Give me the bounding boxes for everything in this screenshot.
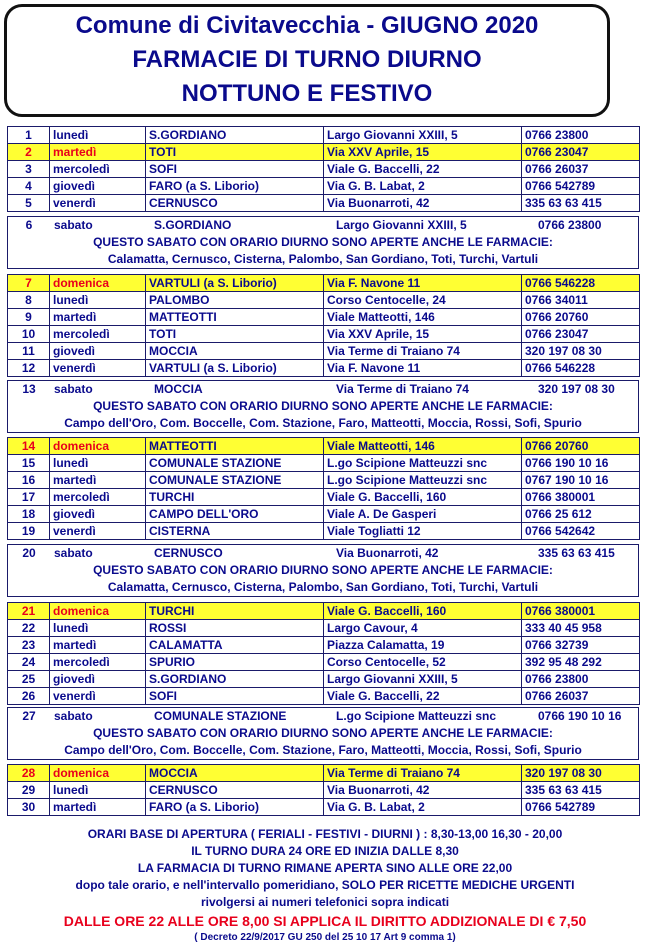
table-row [8,489,640,506]
day-name: lunedì [50,292,146,309]
pharmacy-phone: 0766 23047 [522,144,640,161]
saturday-row [8,708,638,725]
saturday-box-3 [7,544,639,597]
saturday-note-heading: QUESTO SABATO CON ORARIO DIURNO SONO APERTE ANCHE LE FARMACIE: [93,563,553,577]
schedule-block-5 [7,764,639,816]
day-number: 23 [8,637,50,654]
day-number: 7 [8,275,50,292]
pharmacy-name: TOTI [146,326,324,343]
pharmacy-address: Largo Giovanni XXIII, 5 [324,671,522,688]
table-row [8,782,640,799]
footer-surcharge: DALLE ORE 22 ALLE ORE 8,00 SI APPLICA IL DIRITTO ADDIZIONALE DI € 7,50 [63,913,587,929]
pharmacy-name: SOFI [146,688,324,705]
pharmacy-name: FARO (a S. Liborio) [146,799,324,816]
day-number: 18 [8,506,50,523]
pharmacy-address: Via G. B. Labat, 2 [324,178,522,195]
pharmacy-address: Via F. Navone 11 [324,275,522,292]
day-number: 28 [8,765,50,782]
saturday-row [8,545,638,562]
pharmacy-phone: 0766 20760 [522,309,640,326]
schedule-table [7,602,640,705]
pharmacy-phone: 0766 23047 [522,326,640,343]
day-name: giovedì [50,343,146,360]
pharmacy-phone: 0766 542642 [522,523,640,540]
footer-decree: ( Decreto 22/9/2017 GU 250 del 25 10 17 Art 9 comma 1) [194,932,456,943]
day-name: domenica [50,438,146,455]
saturday-note-heading: QUESTO SABATO CON ORARIO DIURNO SONO APERTE ANCHE LE FARMACIE: [93,235,553,249]
pharmacy-name: TURCHI [146,603,324,620]
day-name: martedì [50,799,146,816]
day-number: 5 [8,195,50,212]
day-name: venerdì [50,360,146,377]
pharmacy-phone: 0767 190 10 16 [522,472,640,489]
day-name: martedì [50,309,146,326]
pharmacy-address: Via Terme di Traiano 74 [336,382,469,396]
pharmacy-address: Via F. Navone 11 [324,360,522,377]
pharmacy-address: Largo Cavour, 4 [324,620,522,637]
pharmacy-name: CAMPO DELL'ORO [146,506,324,523]
schedule-table [7,274,640,377]
saturday-note-list: Calamatta, Cernusco, Cisterna, Palombo, San Gordiano, Toti, Turchi, Vartuli [107,580,539,594]
pharmacy-address: Largo Giovanni XXIII, 5 [324,127,522,144]
day-number: 14 [8,438,50,455]
day-number: 24 [8,654,50,671]
footer-urgent-note: dopo tale orario, e nell'intervallo pomeridiano, SOLO PER RICETTE MEDICHE URGENTI [75,878,575,892]
pharmacy-name: CALAMATTA [146,637,324,654]
day-name: sabato [54,218,93,232]
day-name: lunedì [50,620,146,637]
table-row [8,765,640,782]
table-row [8,654,640,671]
day-number: 26 [8,688,50,705]
pharmacy-address: Piazza Calamatta, 19 [324,637,522,654]
pharmacy-phone: 320 197 08 30 [522,765,640,782]
pharmacy-address: Viale G. Baccelli, 160 [324,489,522,506]
schedule-block-1 [7,126,639,212]
day-name: martedì [50,637,146,654]
day-number: 20 [22,546,36,560]
pharmacy-phone: 0766 32739 [522,637,640,654]
table-row [8,455,640,472]
schedule-block-3 [7,437,639,540]
schedule-block-2 [7,274,639,377]
day-number: 16 [8,472,50,489]
pharmacy-address: Via G. B. Labat, 2 [324,799,522,816]
day-number: 25 [8,671,50,688]
pharmacy-address: Viale G. Baccelli, 160 [324,603,522,620]
pharmacy-phone: 392 95 48 292 [522,654,640,671]
pharmacy-phone: 0766 34011 [522,292,640,309]
pharmacy-address: Via XXV Aprile, 15 [324,144,522,161]
pharmacy-phone: 0766 26037 [522,161,640,178]
saturday-box-1 [7,216,639,269]
title-line-1: Comune di Civitavecchia - GIUGNO 2020 [75,12,539,39]
table-row [8,178,640,195]
title-line-2: FARMACIE DI TURNO DIURNO [132,46,482,73]
saturday-box-2 [7,380,639,433]
pharmacy-phone: 320 197 08 30 [522,343,640,360]
day-number: 1 [8,127,50,144]
table-row [8,603,640,620]
pharmacy-phone: 0766 23800 [538,218,602,232]
day-number: 9 [8,309,50,326]
footer-closing-time: LA FARMACIA DI TURNO RIMANE APERTA SINO ALLE ORE 22,00 [137,861,513,875]
pharmacy-name: MOCCIA [154,382,203,396]
pharmacy-name: TOTI [146,144,324,161]
day-number: 15 [8,455,50,472]
day-number: 4 [8,178,50,195]
pharmacy-address: Largo Giovanni XXIII, 5 [336,218,467,232]
pharmacy-phone: 0766 190 10 16 [522,455,640,472]
day-number: 8 [8,292,50,309]
day-name: venerdì [50,523,146,540]
footer-shift-duration: IL TURNO DURA 24 ORE ED INIZIA DALLE 8,30 [191,844,459,858]
pharmacy-name: MOCCIA [146,343,324,360]
title-line-3: NOTTUNO E FESTIVO [181,80,433,107]
day-number: 19 [8,523,50,540]
day-number: 3 [8,161,50,178]
footer-opening-hours: ORARI BASE DI APERTURA ( FERIALI - FESTIVI - DIURNI ) : 8,30-13,00 16,30 - 20,00 [87,827,563,841]
title-box [4,4,610,117]
pharmacy-name: CERNUSCO [146,195,324,212]
table-row [8,195,640,212]
table-row [8,309,640,326]
pharmacy-address: L.go Scipione Matteuzzi snc [324,455,522,472]
pharmacy-name: TURCHI [146,489,324,506]
pharmacy-phone: 0766 542789 [522,799,640,816]
pharmacy-name: S.GORDIANO [154,218,232,232]
day-name: lunedì [50,782,146,799]
pharmacy-name: COMUNALE STAZIONE [154,709,287,723]
table-row [8,144,640,161]
day-name: giovedì [50,178,146,195]
day-name: lunedì [50,127,146,144]
pharmacy-phone: 335 63 63 415 [522,195,640,212]
pharmacy-name: FARO (a S. Liborio) [146,178,324,195]
saturday-note-list: Campo dell'Oro, Com. Boccelle, Com. Stazione, Faro, Matteotti, Moccia, Rossi, Sofi, Spurio [64,743,582,757]
pharmacy-phone: 335 63 63 415 [538,546,615,560]
pharmacy-phone: 0766 380001 [522,603,640,620]
pharmacy-address: Viale G. Baccelli, 22 [324,161,522,178]
table-row [8,161,640,178]
pharmacy-phone: 333 40 45 958 [522,620,640,637]
pharmacy-address: Viale Matteotti, 146 [324,309,522,326]
table-row [8,799,640,816]
saturday-note-list: Campo dell'Oro, Com. Boccelle, Com. Stazione, Faro, Matteotti, Moccia, Rossi, Sofi, Spurio [64,416,582,430]
pharmacy-address: Viale G. Baccelli, 22 [324,688,522,705]
pharmacy-name: CERNUSCO [146,782,324,799]
day-number: 27 [22,709,36,723]
pharmacy-address: Viale Matteotti, 146 [324,438,522,455]
table-row [8,275,640,292]
day-number: 2 [8,144,50,161]
pharmacy-name: CISTERNA [146,523,324,540]
day-name: sabato [54,546,93,560]
pharmacy-name: SPURIO [146,654,324,671]
table-row [8,127,640,144]
pharmacy-phone: 0766 20760 [522,438,640,455]
day-number: 21 [8,603,50,620]
table-row [8,343,640,360]
saturday-box-4 [7,707,639,760]
day-name: mercoledì [50,161,146,178]
pharmacy-name: MATTEOTTI [146,309,324,326]
day-number: 17 [8,489,50,506]
pharmacy-address: Via Terme di Traiano 74 [324,765,522,782]
day-number: 11 [8,343,50,360]
table-row [8,326,640,343]
pharmacy-phone: 0766 190 10 16 [538,709,622,723]
pharmacy-phone: 0766 26037 [522,688,640,705]
pharmacy-address: L.go Scipione Matteuzzi snc [324,472,522,489]
day-name: domenica [50,765,146,782]
pharmacy-name: ROSSI [146,620,324,637]
saturday-row [8,217,638,234]
day-number: 12 [8,360,50,377]
day-name: venerdì [50,195,146,212]
pharmacy-phone: 0766 23800 [522,671,640,688]
saturday-row [8,381,638,398]
pharmacy-address: Via Buonarroti, 42 [324,195,522,212]
table-row [8,688,640,705]
pharmacy-name: VARTULI (a S. Liborio) [146,360,324,377]
day-number: 30 [8,799,50,816]
pharmacy-phone: 0766 380001 [522,489,640,506]
pharmacy-address: Via Terme di Traiano 74 [324,343,522,360]
day-name: mercoledì [50,326,146,343]
day-name: giovedì [50,671,146,688]
day-number: 29 [8,782,50,799]
table-row [8,620,640,637]
pharmacy-address: Corso Centocelle, 52 [324,654,522,671]
table-row [8,472,640,489]
footer-contact-note: rivolgersi ai numeri telefonici sopra indicati [200,895,450,909]
schedule-table [7,437,640,540]
pharmacy-phone: 320 197 08 30 [538,382,615,396]
table-row [8,523,640,540]
pharmacy-address: Via XXV Aprile, 15 [324,326,522,343]
pharmacy-name: SOFI [146,161,324,178]
pharmacy-address: Viale A. De Gasperi [324,506,522,523]
day-name: giovedì [50,506,146,523]
pharmacy-name: VARTULI (a S. Liborio) [146,275,324,292]
pharmacy-address: Via Buonarroti, 42 [336,546,439,560]
pharmacy-name: MOCCIA [146,765,324,782]
pharmacy-phone: 0766 546228 [522,275,640,292]
pharmacy-name: MATTEOTTI [146,438,324,455]
saturday-note-list: Calamatta, Cernusco, Cisterna, Palombo, San Gordiano, Toti, Turchi, Vartuli [107,252,539,266]
day-name: mercoledì [50,489,146,506]
table-row [8,292,640,309]
schedule-table [7,764,640,816]
saturday-note-heading: QUESTO SABATO CON ORARIO DIURNO SONO APERTE ANCHE LE FARMACIE: [93,399,553,413]
day-name: martedì [50,472,146,489]
saturday-note-heading: QUESTO SABATO CON ORARIO DIURNO SONO APERTE ANCHE LE FARMACIE: [93,726,553,740]
pharmacy-name: COMUNALE STAZIONE [146,472,324,489]
pharmacy-phone: 0766 546228 [522,360,640,377]
pharmacy-phone: 0766 25 612 [522,506,640,523]
pharmacy-address: Viale Togliatti 12 [324,523,522,540]
pharmacy-address: L.go Scipione Matteuzzi snc [336,709,497,723]
pharmacy-name: PALOMBO [146,292,324,309]
day-number: 10 [8,326,50,343]
pharmacy-name: S.GORDIANO [146,671,324,688]
pharmacy-phone: 0766 23800 [522,127,640,144]
table-row [8,360,640,377]
pharmacy-address: Via Buonarroti, 42 [324,782,522,799]
pharmacy-name: S.GORDIANO [146,127,324,144]
pharmacy-phone: 0766 542789 [522,178,640,195]
pharmacy-address: Corso Centocelle, 24 [324,292,522,309]
day-name: mercoledì [50,654,146,671]
table-row [8,506,640,523]
day-name: domenica [50,603,146,620]
pharmacy-name: CERNUSCO [154,546,223,560]
day-name: sabato [54,382,93,396]
table-row [8,438,640,455]
pharmacy-phone: 335 63 63 415 [522,782,640,799]
schedule-table [7,126,640,212]
day-name: venerdì [50,688,146,705]
day-name: lunedì [50,455,146,472]
pharmacy-name: COMUNALE STAZIONE [146,455,324,472]
table-row [8,671,640,688]
day-number: 22 [8,620,50,637]
day-number: 6 [25,218,33,232]
day-name: martedì [50,144,146,161]
day-number: 13 [22,382,36,396]
schedule-block-4 [7,602,639,705]
footer-notes [0,826,650,945]
day-name: sabato [54,709,93,723]
table-row [8,637,640,654]
day-name: domenica [50,275,146,292]
